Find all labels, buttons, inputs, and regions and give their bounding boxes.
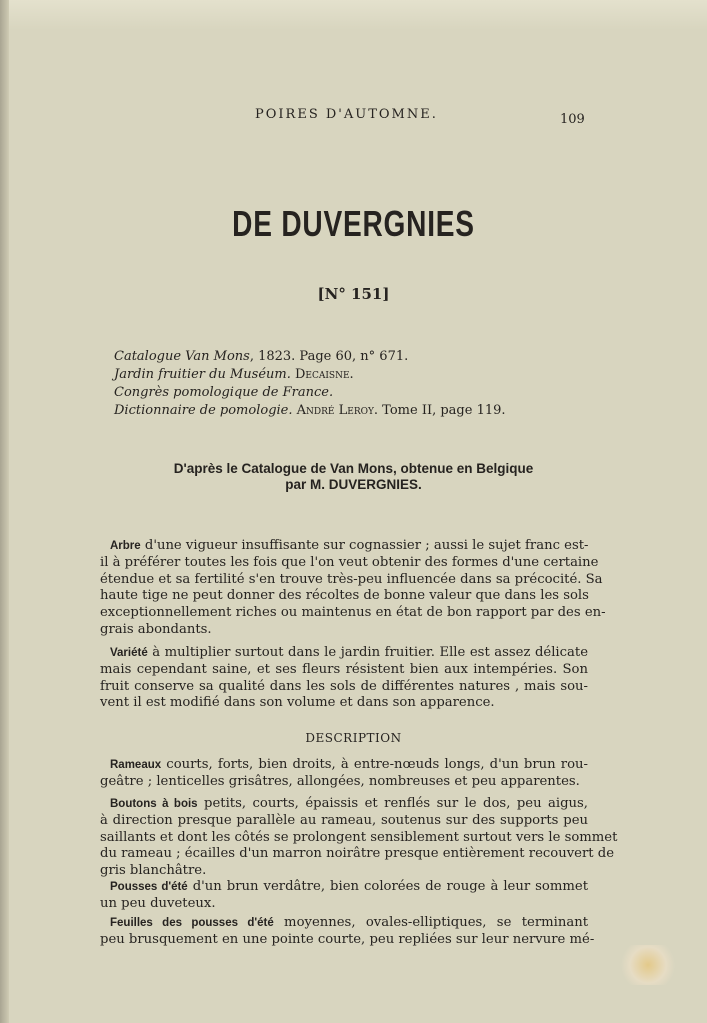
running-header: POIRES D'AUTOMNE. <box>255 107 438 122</box>
line-text: un peu duveteux. <box>100 895 216 911</box>
line-text: du rameau ; écailles d'un marron noirâtre presque entièrement recouvert de <box>100 846 615 862</box>
desc-boutons <box>100 796 618 880</box>
variety-number: [N° 151] <box>317 285 390 303</box>
book-gutter <box>0 0 9 1023</box>
text-line <box>100 679 588 696</box>
page-stain <box>618 945 678 985</box>
desc-feuilles <box>100 915 595 949</box>
text-line <box>100 538 588 555</box>
line-text: geâtre ; lenticelles grisâtres, allongées, nombreuses et peu apparentes. <box>100 773 580 789</box>
text-line <box>100 829 618 847</box>
page-top-shadow <box>0 0 707 30</box>
reference-item <box>114 366 506 384</box>
line-text: moyennes, ovales-elliptiques, se terminant <box>273 915 588 930</box>
lead-term: Pousses d'été <box>110 881 188 893</box>
text-line <box>100 846 615 863</box>
lead-term: Feuilles des pousses d'été <box>110 917 274 929</box>
text-line <box>100 915 588 932</box>
lead-term: Rameaux <box>110 759 162 771</box>
text-line <box>100 757 588 774</box>
text-line <box>100 622 588 639</box>
line-text: peu brusquement en une pointe courte, peu repliées sur leur nervure mé- <box>100 931 595 947</box>
line-text: fruit conserve sa qualité dans les sols de différentes natures , mais sou- <box>100 678 588 694</box>
line-text: vent il est modifié dans son volume et dans son apparence. <box>100 695 495 711</box>
line-text: à multiplier surtout dans le jardin fruitier. Elle est assez délicate <box>147 645 588 660</box>
lead-term: Arbre <box>110 540 141 552</box>
line-text: exceptionnellement riches ou maintenus en état de bon rapport par des en- <box>100 605 606 621</box>
reference-detail: Tome II, page 119. <box>378 403 506 418</box>
lead-term: Boutons à bois <box>110 798 198 810</box>
text-line <box>100 931 595 949</box>
desc-pousses <box>100 879 588 913</box>
line-text: il à préférer toutes les fois que l'on veut obtenir des formes d'une certaine <box>100 554 599 570</box>
line-text: saillants et dont les côtés se prolongent sensiblement surtout vers le sommet <box>100 829 618 845</box>
reference-title: Dictionnaire de pomologie. <box>114 403 293 418</box>
text-line <box>100 796 588 813</box>
reference-item <box>114 348 506 366</box>
page-number: 109 <box>560 112 585 127</box>
reference-author: Decaisne. <box>295 367 354 382</box>
text-line <box>100 588 588 605</box>
origin-line: D'après le Catalogue de Van Mons, obtenue en Belgique <box>173 461 534 476</box>
text-line <box>100 896 588 913</box>
lead-term: Variété <box>110 647 148 659</box>
reference-detail: , 1823. Page 60, n° 671. <box>249 349 409 364</box>
origin-note <box>0 461 707 493</box>
line-text: petits, courts, épaissis et renflés sur le dos, peu aigus, <box>197 796 589 811</box>
reference-title: Jardin fruitier du Muséum. <box>114 367 291 382</box>
origin-line: par M. DUVERGNIES. <box>285 477 422 492</box>
line-text: d'une vigueur insuffisante sur cognassier ; aussi le sujet franc est- <box>140 538 589 553</box>
reference-item <box>114 402 506 420</box>
text-line <box>100 605 606 622</box>
description-heading: DESCRIPTION <box>305 731 402 745</box>
line-text: d'un brun verdâtre, bien colorées de rouge à leur sommet <box>187 879 588 894</box>
text-line <box>100 813 588 830</box>
line-text: courts, forts, bien droits, à entre-nœuds longs, d'un brun rou- <box>161 757 588 772</box>
text-line <box>100 774 588 791</box>
line-text: grais abondants. <box>100 621 212 637</box>
text-line <box>100 863 588 880</box>
line-text: à direction presque parallèle au rameau, soutenus sur des supports peu <box>100 812 588 828</box>
references <box>114 348 506 420</box>
reference-title: Congrès pomologique de France. <box>114 385 334 400</box>
page-title: DE DUVERGNIES <box>232 203 475 244</box>
desc-rameaux <box>100 757 588 791</box>
reference-author: André Leroy. <box>296 403 379 418</box>
reference-item <box>114 384 506 402</box>
reference-title: Catalogue Van Mons <box>114 349 250 364</box>
text-line <box>100 879 588 896</box>
text-line <box>100 554 599 572</box>
line-text: étendue et sa fertilité s'en trouve très-peu influencée dans sa précocité. Sa <box>100 571 603 587</box>
line-text: mais cependant saine, et ses fleurs résistent bien aux intempéries. Son <box>100 661 588 677</box>
text-line <box>100 571 603 589</box>
line-text: gris blanchâtre. <box>100 863 207 879</box>
text-line <box>100 695 588 712</box>
text-line <box>100 662 588 679</box>
paragraph-variete <box>100 645 588 712</box>
text-line <box>100 645 588 662</box>
paragraph-arbre <box>100 538 606 639</box>
line-text: haute tige ne peut donner des récoltes de bonne valeur que dans les sols <box>100 588 589 604</box>
